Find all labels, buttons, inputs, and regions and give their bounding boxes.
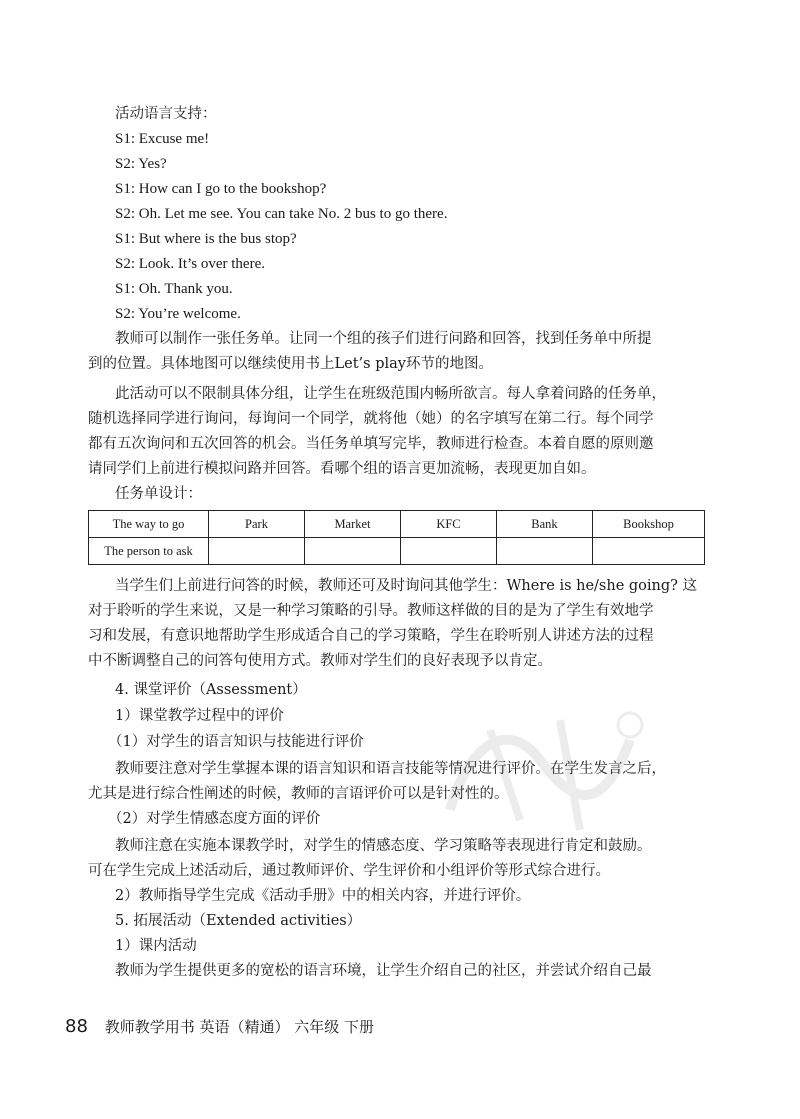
paragraph-line: 请同学们上前进行模拟问路并回答。看哪个组的语言更加流畅，表现更加自如。 — [88, 461, 596, 477]
table-cell-empty — [209, 538, 305, 565]
table-cell-empty — [497, 538, 593, 565]
table-cell: Bank — [497, 511, 593, 538]
dialogue-line: S1: How can I go to the bookshop? — [115, 181, 327, 197]
page-footer — [65, 1016, 374, 1037]
subheading: （1）对学生的语言知识与技能进行评价 — [108, 734, 364, 750]
subheading: （2）对学生情感态度方面的评价 — [108, 811, 321, 827]
publisher-watermark-icon — [430, 700, 650, 840]
paragraph-line: 教师要注意对学生掌握本课的语言知识和语言技能等情况进行评价。在学生发言之后， — [115, 761, 666, 777]
dialogue-line: S2: Yes? — [115, 156, 167, 172]
task-label: 任务单设计： — [115, 486, 202, 502]
paragraph-line: 随机选择同学进行询问，每询问一个同学，就将他（她）的名字填写在第二行。每个同学 — [88, 411, 654, 427]
table-row — [89, 511, 705, 538]
paragraph-line: 中不断调整自己的问答句使用方式。教师对学生们的良好表现予以肯定。 — [88, 653, 552, 669]
paragraph-line: 当学生们上前进行问答的时候，教师还可及时询问其他学生：Where is he/she going? 这 — [115, 578, 698, 594]
task-table — [88, 510, 705, 565]
paragraph-line: 习和发展，有意识地帮助学生形成适合自己的学习策略，学生在聆听别人讲述方法的过程 — [88, 628, 654, 644]
table-cell-empty — [593, 538, 705, 565]
table-cell: Market — [305, 511, 401, 538]
book-title: 教师教学用书 英语（精通） 六年级 下册 — [104, 1018, 374, 1036]
table-cell: Park — [209, 511, 305, 538]
subheading: 2）教师指导学生完成《活动手册》中的相关内容，并进行评价。 — [115, 888, 531, 904]
table-cell: KFC — [401, 511, 497, 538]
dialogue-line: S1: But where is the bus stop? — [115, 231, 297, 247]
page-number: 88 — [65, 1016, 88, 1037]
table-cell: Bookshop — [593, 511, 705, 538]
paragraph-line: 到的位置。具体地图可以继续使用书上Let’s play环节的地图。 — [88, 356, 493, 372]
subheading: 1）课内活动 — [115, 938, 197, 954]
subheading: 1）课堂教学过程中的评价 — [115, 708, 284, 724]
dialogue-line: S1: Oh. Thank you. — [115, 281, 233, 297]
dialogue-line: S2: Look. It’s over there. — [115, 256, 265, 272]
paragraph-line: 教师为学生提供更多的宽松的语言环境，让学生介绍自己的社区，并尝试介绍自己最 — [115, 963, 652, 979]
paragraph-line: 尤其是进行综合性阐述的时候，教师的言语评价可以是针对性的。 — [88, 786, 509, 802]
paragraph-line: 可在学生完成上述活动后，通过教师评价、学生评价和小组评价等形式综合进行。 — [88, 863, 610, 879]
dialogue-line: S1: Excuse me! — [115, 131, 210, 147]
section-heading-4: 4. 课堂评价（Assessment） — [115, 682, 307, 698]
table-cell-empty — [305, 538, 401, 565]
section-label: 活动语言支持： — [115, 106, 217, 122]
paragraph-line: 教师注意在实施本课教学时，对学生的情感态度、学习策略等表现进行肯定和鼓励。 — [115, 838, 652, 854]
paragraph-line: 对于聆听的学生来说，又是一种学习策略的引导。教师这样做的目的是为了学生有效地学 — [88, 603, 654, 619]
paragraph-line: 教师可以制作一张任务单。让同一个组的孩子们进行问路和回答，找到任务单中所提 — [115, 331, 652, 347]
table-cell-empty — [401, 538, 497, 565]
table-cell: The person to ask — [89, 538, 209, 565]
dialogue-line: S2: Oh. Let me see. You can take No. 2 bus to go there. — [115, 206, 448, 222]
paragraph-line: 都有五次询问和五次回答的机会。当任务单填写完毕，教师进行检查。本着自愿的原则邀 — [88, 436, 654, 452]
paragraph-line: 此活动可以不限制具体分组，让学生在班级范围内畅所欲言。每人拿着问路的任务单， — [115, 386, 666, 402]
table-cell: The way to go — [89, 511, 209, 538]
dialogue-line: S2: You’re welcome. — [115, 306, 241, 322]
section-heading-5: 5. 拓展活动（Extended activities） — [115, 913, 362, 929]
table-row — [89, 538, 705, 565]
